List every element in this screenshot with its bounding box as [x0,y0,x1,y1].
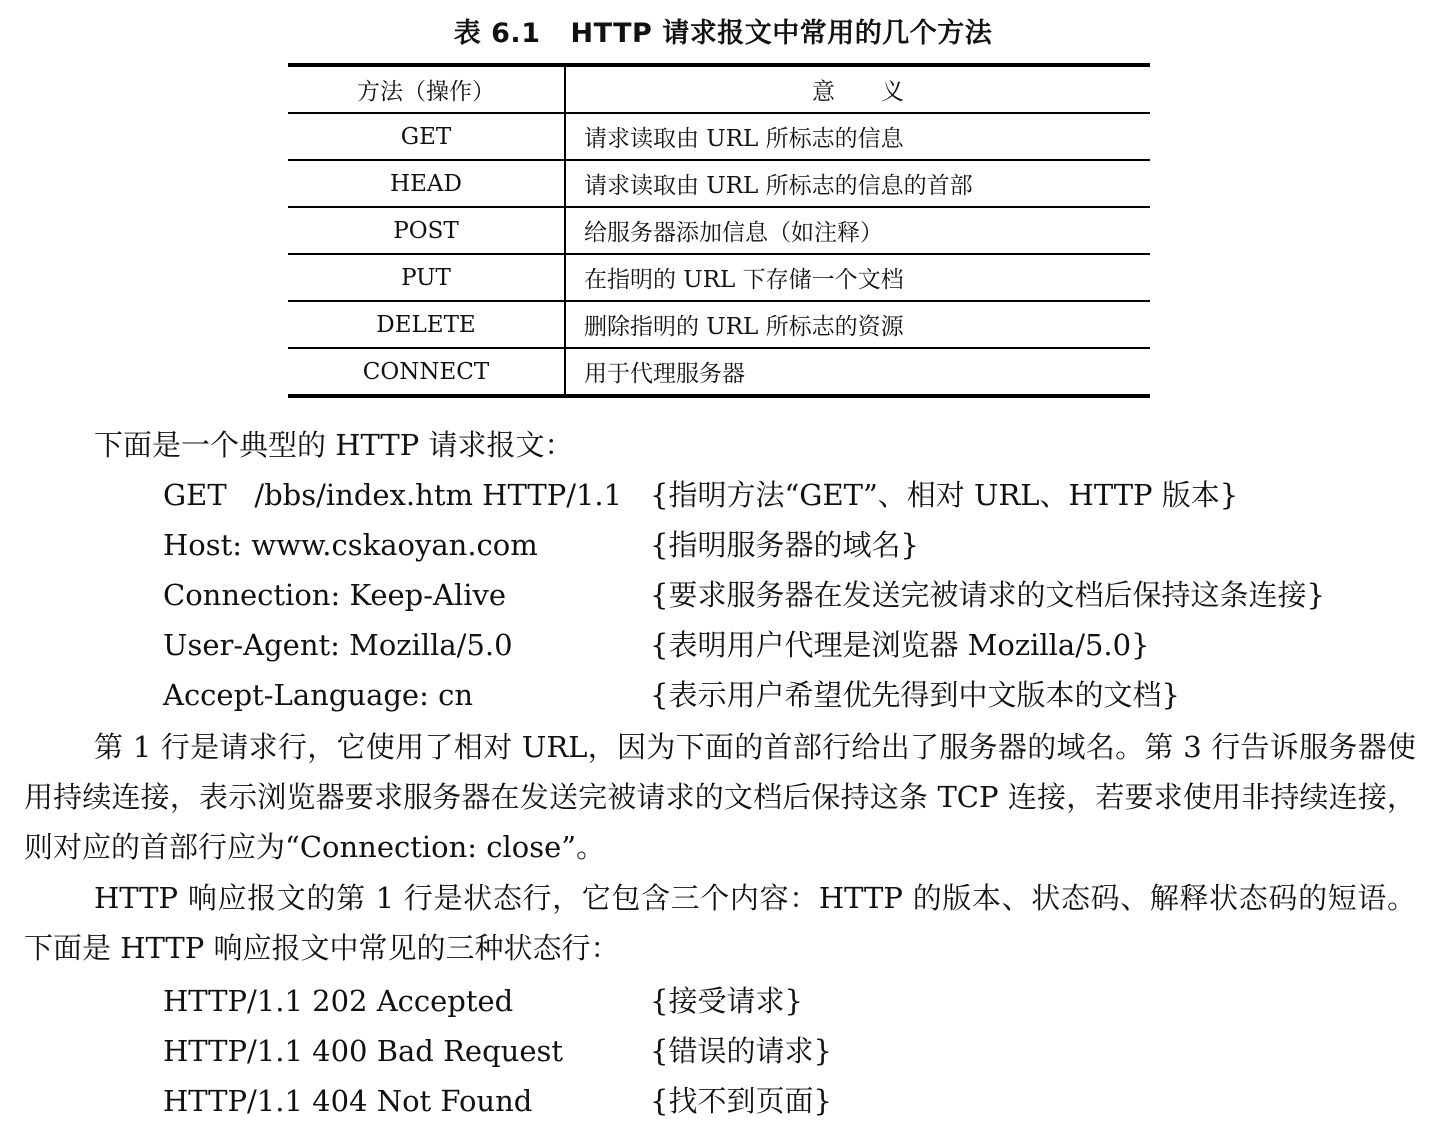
table-row [288,301,1150,348]
request-line [0,520,1446,570]
method-cell: POST [288,207,565,254]
meaning-cell: 给服务器添加信息（如注释） [565,207,1150,254]
meaning-cell: 删除指明的 URL 所标志的资源 [565,301,1150,348]
request-line-text: User-Agent: Mozilla/5.0 [163,628,513,662]
table-caption-title: HTTP 请求报文中常用的几个方法 [570,18,993,49]
table-row [288,254,1150,301]
request-line-note: {要求服务器在发送完被请求的文档后保持这条连接} [650,578,1325,612]
status-line [0,976,1446,1026]
response-intro-paragraph: HTTP 响应报文的第 1 行是状态行，它包含三个内容：HTTP 的版本、状态码、解释状态码的短语。下面是 HTTP 响应报文中常见的三种状态行： [24,881,1416,965]
request-line-note: {指明服务器的域名} [650,528,919,562]
request-line-note: {表明用户代理是浏览器 Mozilla/5.0} [650,628,1150,662]
status-line-note: {错误的请求} [650,1034,832,1068]
request-line [0,570,1446,620]
method-cell: GET [288,113,565,160]
table-header-row [288,65,1150,113]
status-line [0,1076,1446,1126]
status-line-note: {接受请求} [650,984,803,1018]
table-row [288,160,1150,207]
status-line [0,1026,1446,1076]
meaning-cell: 在指明的 URL 下存储一个文档 [565,254,1150,301]
method-cell: CONNECT [288,348,565,396]
request-line-text: Host: www.cskaoyan.com [163,528,538,562]
header-method: 方法（操作） [288,65,565,113]
table-caption-label: 表 6.1 [453,18,541,49]
http-methods-table [288,63,1150,398]
request-line-note: {指明方法“GET”、相对 URL、HTTP 版本} [650,478,1239,512]
table-row [288,113,1150,160]
method-cell: DELETE [288,301,565,348]
explanation-paragraph: 第 1 行是请求行，它使用了相对 URL，因为下面的首部行给出了服务器的域名。第 3 行告诉服务器使用持续连接，表示浏览器要求服务器在发送完被请求的文档后保持这条 TCP 连接，若要求使用非持续连接，则对应的首部行应为“Connection: close”。 [24,730,1416,864]
request-line [0,670,1446,720]
status-line-note: {找不到页面} [650,1084,832,1118]
meaning-cell: 请求读取由 URL 所标志的信息的首部 [565,160,1150,207]
table-caption [0,14,1446,54]
table-row [288,348,1150,396]
meaning-cell: 用于代理服务器 [565,348,1150,396]
request-line-text: Accept-Language: cn [163,678,473,712]
request-line [0,470,1446,520]
request-line-note: {表示用户希望优先得到中文版本的文档} [650,678,1180,712]
method-cell: PUT [288,254,565,301]
status-line-text: HTTP/1.1 202 Accepted [163,984,514,1018]
header-meaning: 意 义 [565,65,1150,113]
request-line-text: GET /bbs/index.htm HTTP/1.1 [163,478,623,512]
request-line-text: Connection: Keep-Alive [163,578,507,612]
table-row [288,207,1150,254]
method-cell: HEAD [288,160,565,207]
meaning-cell: 请求读取由 URL 所标志的信息 [565,113,1150,160]
status-line-text: HTTP/1.1 400 Bad Request [163,1034,564,1068]
request-intro-paragraph: 下面是一个典型的 HTTP 请求报文： [94,428,574,462]
request-line [0,620,1446,670]
status-line-text: HTTP/1.1 404 Not Found [163,1084,533,1118]
